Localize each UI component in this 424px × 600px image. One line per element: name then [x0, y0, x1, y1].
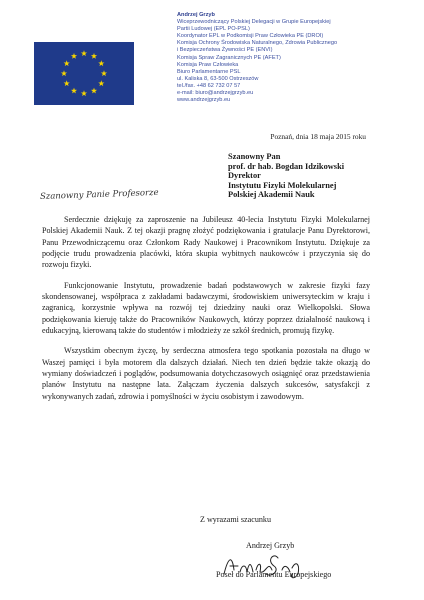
letterhead-line: Koordynator EPL w Podkomisji Praw Człowieka PE (DROI)	[177, 33, 324, 40]
letterhead-line: i Bezpieczeństwa Żywności PE (ENVI)	[177, 47, 273, 54]
letterhead-website: www.andrzejgrzyb.eu	[177, 97, 231, 104]
letterhead-line: tel./fax. +48 62 732 07 57	[177, 82, 241, 89]
letterhead-line: Biuro Parlamentarne PSL	[177, 68, 241, 75]
addressee-line: Dyrektor	[228, 171, 261, 181]
letterhead	[177, 12, 407, 104]
handwritten-greeting: Szanowny Panie Profesorze	[39, 187, 159, 202]
addressee-line: Instytutu Fizyki Molekularnej	[228, 180, 337, 190]
eu-flag-graphic	[34, 42, 134, 105]
letterhead-line: Komisja Praw Człowieka	[177, 61, 239, 68]
letterhead-line: ul. Kaliska 8, 63-500 Ostrzeszów	[177, 75, 259, 82]
author-name: Andrzej Grzyb	[246, 541, 295, 550]
body-paragraph: Funkcjonowanie Instytutu, prowadzenie badań podstawowych w zakresie fizyki fazy skondensowanej, współpraca z zakładami badawczymi, środowiskiem uniwersyteckim w kraju i zagranicą, korzystnie wpływa na rozwój tej dziedziny nauki oraz Wielkopolski. Słowa podziękowania kieruję także do Pracowników Naukowych, którzy poprzez działalność naukową i edukacyjną, kierowaną także do studentów i młodzieży ze szkół średnich, promują fizykę.	[42, 280, 370, 336]
body-paragraph: Serdecznie dziękuję za zaproszenie na Jubileusz 40-lecia Instytutu Fizyki Molekularnej Polskiej Akademii Nauk. Z tej okazji pragnę złożyć podziękowania i gratulacje Panu Dyrektorowi, Panu Przewodniczącemu oraz Członkom Rady Naukowej i Pracownikom Instytutu. Dziękuje za podjęcie trudu prowadzenia placówki, która skupia wybitnych naukowców i przyczynia się do rozwoju fizyki.	[42, 215, 370, 270]
addressee-block	[228, 152, 344, 200]
addressee-line: Polskiej Akademii Nauk	[228, 190, 315, 200]
eu-flag-icon	[34, 42, 134, 105]
letterhead-line: Komisja Spraw Zagranicznych PE (AFET)	[177, 54, 281, 61]
author-position: Poseł do Parlamentu Europejskiego	[216, 570, 332, 579]
letterhead-email: e-mail: biuro@andrzejgrzyb.eu	[177, 90, 254, 97]
addressee-line: prof. dr hab. Bogdan Idzikowski	[228, 161, 345, 171]
letterhead-line: Komisja Ochrony Środowiska Naturalnego, Zdrowia Publicznego	[177, 40, 338, 47]
addressee-line: Szanowny Pan	[228, 152, 281, 161]
letterhead-line: Wiceprzewodniczący Polskiej Delegacji w Grupie Europejskiej	[177, 19, 331, 26]
body-paragraph: Wszystkim obecnym życzę, by serdeczna atmosfera tego spotkania pozostała na długo w Waszej pamięci i była motorem dla dalszych działań. Niech ten dzień będzie także okazją do wymiany doświadczeń i poglądów, podsumowania dotychczasowych osiągnięć oraz przedstawienia planów Instytutu na następne lata. Załączam życzenia dalszych sukcesów, satysfakcji z wykonywanych zadań, zdrowia i pomyślności w życiu osobistym i zawodowym.	[42, 346, 370, 401]
closing-formula: Z wyrazami szacunku	[200, 515, 272, 524]
letterhead-name: Andrzej Grzyb	[177, 12, 215, 18]
letterhead-line: Partii Ludowej (EPL PO-PSL)	[177, 26, 250, 33]
letter-body	[42, 214, 370, 411]
letter-date: Poznań, dnia 18 maja 2015 roku	[270, 132, 366, 141]
